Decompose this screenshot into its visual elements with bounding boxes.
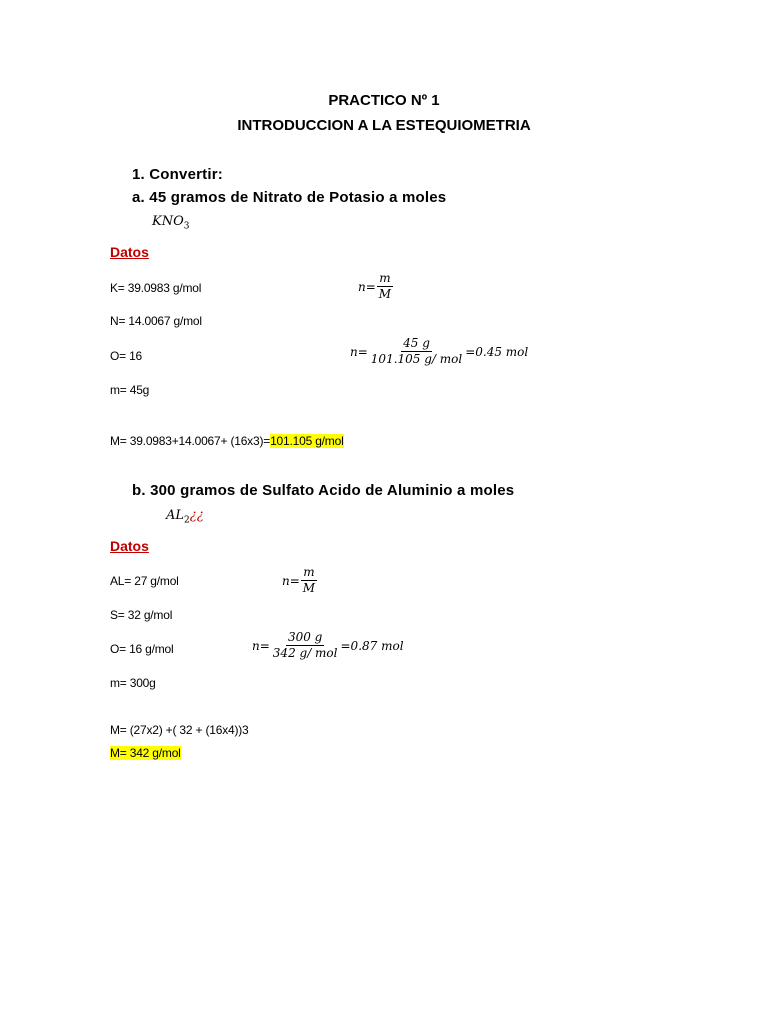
al2-formula — [166, 508, 204, 526]
equation-moles-a — [350, 337, 528, 366]
eq-lhs: n= — [358, 279, 376, 294]
fraction-numerator: m — [303, 565, 315, 579]
fraction-denominator: 342 g/ mol — [272, 646, 338, 660]
data-line-o: O= 16 — [110, 349, 143, 363]
molar-mass-line-b: M= (27x2) +( 32 + (16x4))3 — [110, 723, 249, 737]
al2-formula-tail: ¿¿ — [189, 508, 204, 523]
part-a-heading: a. 45 gramos de Nitrato de Potasio a moles — [132, 189, 447, 206]
datos-label-b: Datos — [110, 538, 149, 554]
equation-n-m-over-M-b — [282, 566, 318, 595]
eq-result: =0.45 mol — [465, 344, 529, 359]
fraction-denominator: M — [302, 581, 316, 595]
fraction-numerator: 45 g — [403, 336, 430, 350]
molar-mass-line-a — [110, 434, 344, 448]
data-line-s: S= 32 g/mol — [110, 608, 173, 622]
fraction-denominator: M — [378, 287, 392, 301]
fraction-denominator: 101.105 g/ mol — [370, 352, 463, 366]
kno3-formula-sub: 3 — [183, 221, 190, 232]
data-line-m-b: m= 300g — [110, 676, 156, 690]
molar-mass-prefix-a: M= 39.0983+14.0067+ (16x3)= — [110, 434, 271, 448]
fraction — [271, 631, 340, 660]
data-line-o-b: O= 16 g/mol — [110, 642, 174, 656]
eq-lhs: n= — [282, 573, 300, 588]
eq-lhs: n= — [350, 344, 368, 359]
molar-mass-result-a: 101.105 g/mol — [270, 434, 344, 448]
fraction — [369, 337, 464, 366]
data-line-al: AL= 27 g/mol — [110, 574, 179, 588]
equation-n-m-over-M-a — [358, 272, 394, 301]
equation-moles-b — [252, 631, 404, 660]
part-b-heading: b. 300 gramos de Sulfato Acido de Aluminio a moles — [132, 482, 515, 499]
molar-mass-result-b — [110, 746, 181, 760]
kno3-formula-main: KNO — [152, 214, 184, 229]
fraction — [301, 566, 317, 595]
fraction-numerator: m — [379, 271, 391, 285]
eq-result: =0.87 mol — [340, 638, 404, 653]
al2-formula-main: AL — [166, 508, 185, 523]
fraction-numerator: 300 g — [287, 630, 323, 644]
section-heading: 1. Convertir: — [132, 166, 223, 183]
molar-mass-result-b-text: M= 342 g/mol — [110, 746, 181, 760]
page-subtitle: INTRODUCCION A LA ESTEQUIOMETRIA — [237, 117, 531, 134]
page-title: PRACTICO Nº 1 — [328, 92, 440, 109]
data-line-n: N= 14.0067 g/mol — [110, 314, 202, 328]
data-line-k: K= 39.0983 g/mol — [110, 281, 202, 295]
data-line-m: m= 45g — [110, 383, 150, 397]
fraction — [377, 272, 393, 301]
eq-lhs: n= — [252, 638, 270, 653]
datos-label-a: Datos — [110, 244, 149, 260]
al2-formula-sub: 2 — [184, 515, 190, 526]
kno3-formula — [152, 214, 189, 232]
